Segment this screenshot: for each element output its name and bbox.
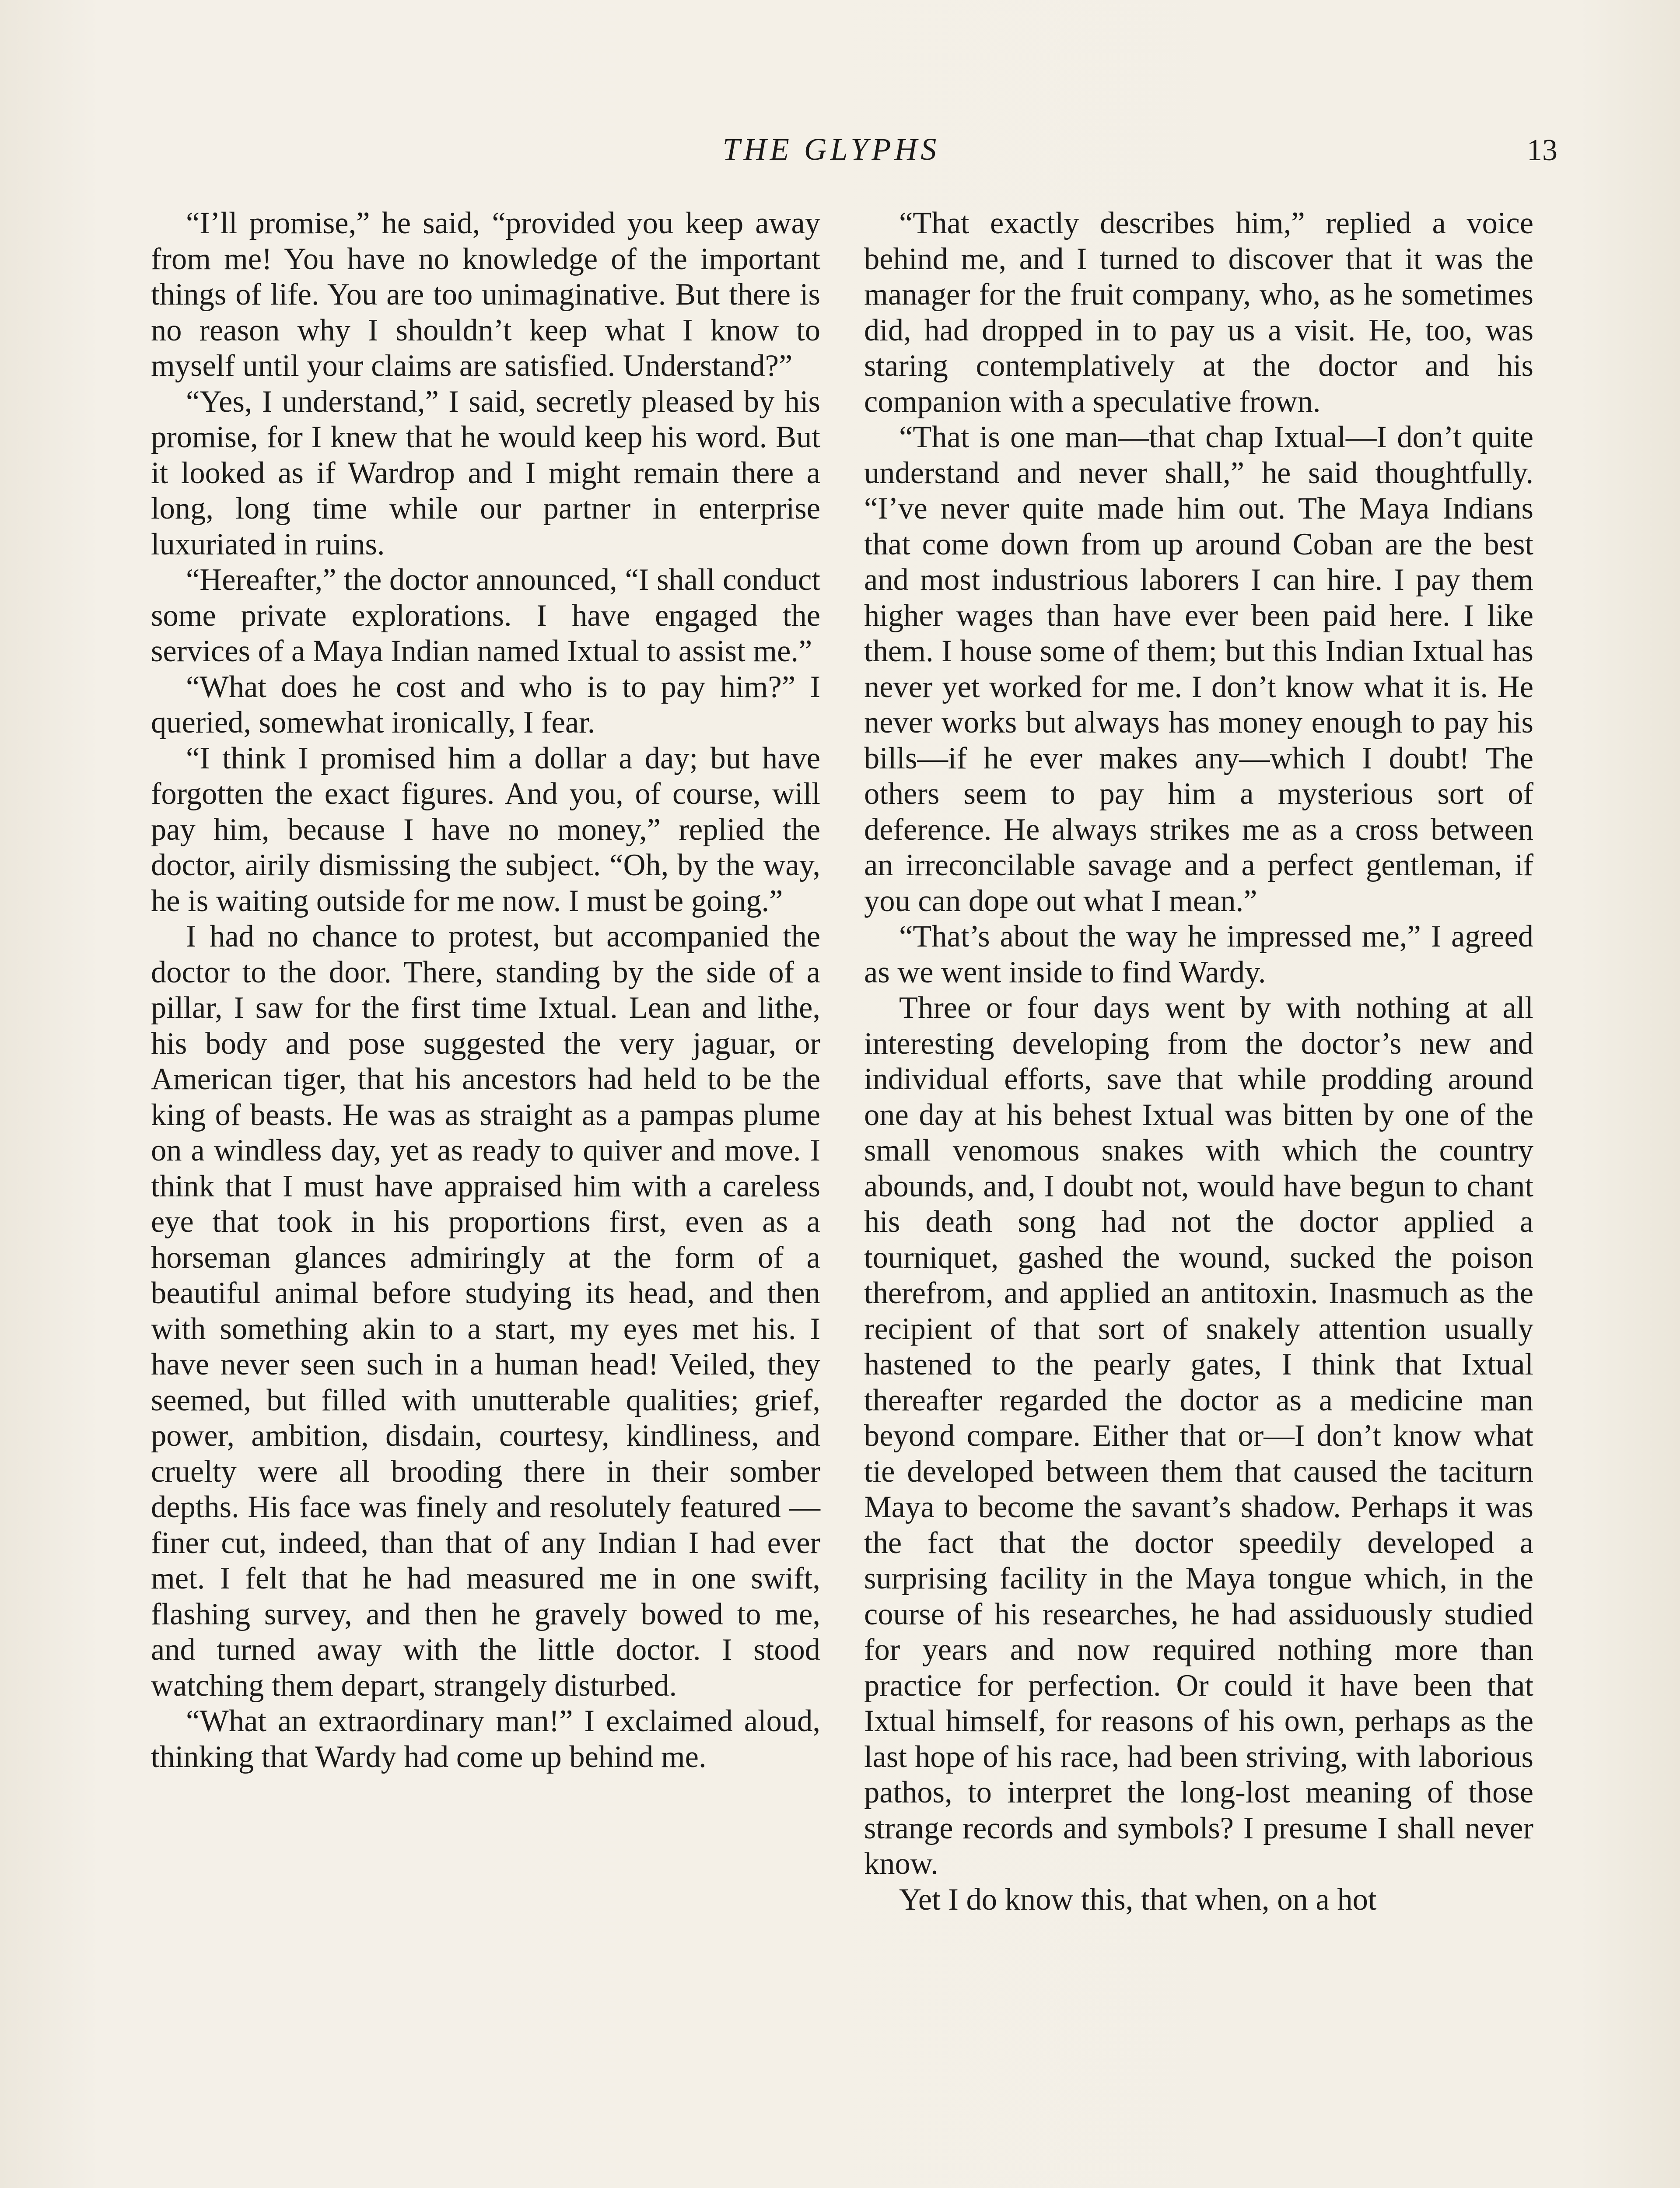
paragraph: “What an extraordinary man!” I exclaimed aloud, thinking that Wardy had come up behind me. xyxy=(151,1704,820,1774)
paragraph: “Hereafter,” the doctor announced, “I shall conduct some private explorations. I have engaged the services of a Maya Indian named Ixtual to assist me.” xyxy=(151,563,820,668)
left-column xyxy=(151,206,820,1775)
paragraph: “I think I promised him a dollar a day; but have forgotten the exact figures. And you, of course, will pay him, because I have no money,” replied the doctor, airily dismissing the subject. “Oh, by the way, he is waiting outside for me now. I must be going.” xyxy=(151,741,820,918)
paragraph: “Yes, I understand,” I said, secretly pleased by his promise, for I knew that he would keep his word. But it looked as if Wardrop and I might remain there a long, long time while our partner in enterprise luxuriated in ruins. xyxy=(151,384,820,561)
paragraph: “What does he cost and who is to pay him?” I queried, somewhat ironically, I fear. xyxy=(151,670,820,740)
paragraph: Yet I do know this, that when, on a hot xyxy=(899,1882,1377,1917)
paragraph: “That is one man—that chap Ixtual—I don’t quite understand and never shall,” he said thoughtfully. “I’ve never quite made him out. The Maya Indians that come down from up around Coban are the best and most industrious laborers I can hire. I pay them higher wages than have ever been paid here. I like them. I house some of them; but this Indian Ixtual has never yet worked for me. I don’t know what it is. He never works but always has money enough to pay his bills—if he ever makes any—which I doubt! The others seem to pay him a mysterious sort of deference. He always strikes me as a cross between an irreconcilable savage and a perfect gentleman, if you can dope out what I mean.” xyxy=(864,420,1533,918)
paragraph: “That’s about the way he impressed me,” I agreed as we went inside to find Wardy. xyxy=(864,919,1533,989)
running-head: THE GLYPHS xyxy=(722,132,940,167)
paragraph: “I’ll promise,” he said, “provided you keep away from me! You have no knowledge of the important things of life. You are too unimaginative. But there is no reason why I shouldn’t keep what I know to myself until your claims are satisfied. Understand?” xyxy=(151,206,820,383)
paragraph: I had no chance to protest, but accompanied the doctor to the door. There, standing by the side of a pillar, I saw for the first time Ixtual. Lean and lithe, his body and pose suggested the very jaguar, or American tiger, that his ancestors had held to be the king of beasts. He was as straight as a pampas plume on a windless day, yet as ready to quiver and move. I think that I must have appraised him with a careless eye that took in his proportions first, even as a horseman glances admiringly at the form of a beautiful animal before studying its head, and then with something akin to a start, my eyes met his. I have never seen such in a human head! Veiled, they seemed, but filled with unutterable qualities; grief, power, ambition, disdain, courtesy, kindliness, and cruelty were all brooding there in their somber depths. His face was finely and resolutely featured —finer cut, indeed, than that of any Indian I had ever met. I felt that he had measured me in one swift, flashing survey, and then he gravely bowed to me, and turned away with the little doctor. I stood watching them depart, strangely disturbed. xyxy=(151,919,820,1703)
right-column xyxy=(864,206,1533,1918)
paragraph: “That exactly describes him,” replied a voice behind me, and I turned to discover that it was the manager for the fruit company, who, as he sometimes did, had dropped in to pay us a visit. He, too, was staring contemplatively at the doctor and his companion with a speculative frown. xyxy=(864,206,1533,419)
paragraph: Three or four days went by with nothing at all interesting developing from the doctor’s new and individual efforts, save that while prodding around one day at his behest Ixtual was bitten by one of the small venomous snakes with which the country abounds, and, I doubt not, would have begun to chant his death song had not the doctor applied a tourniquet, gashed the wound, sucked the poison therefrom, and applied an antitoxin. Inasmuch as the recipient of that sort of snakely attention usually hastened to the pearly gates, I think that Ixtual thereafter regarded the doctor as a medicine man beyond compare. Either that or—I don’t know what tie developed between them that caused the taciturn Maya to become the savant’s shadow. Perhaps it was the fact that the doctor speedily developed a surprising facility in the Maya tongue which, in the course of his researches, he had assiduously studied for years and now required nothing more than practice for perfection. Or could it have been that Ixtual himself, for reasons of his own, perhaps as the last hope of his race, had been striving, with laborious pathos, to interpret the long-lost meaning of those strange records and symbols? I presume I shall never know. xyxy=(864,991,1533,1881)
page-number: 13 xyxy=(1527,133,1558,167)
